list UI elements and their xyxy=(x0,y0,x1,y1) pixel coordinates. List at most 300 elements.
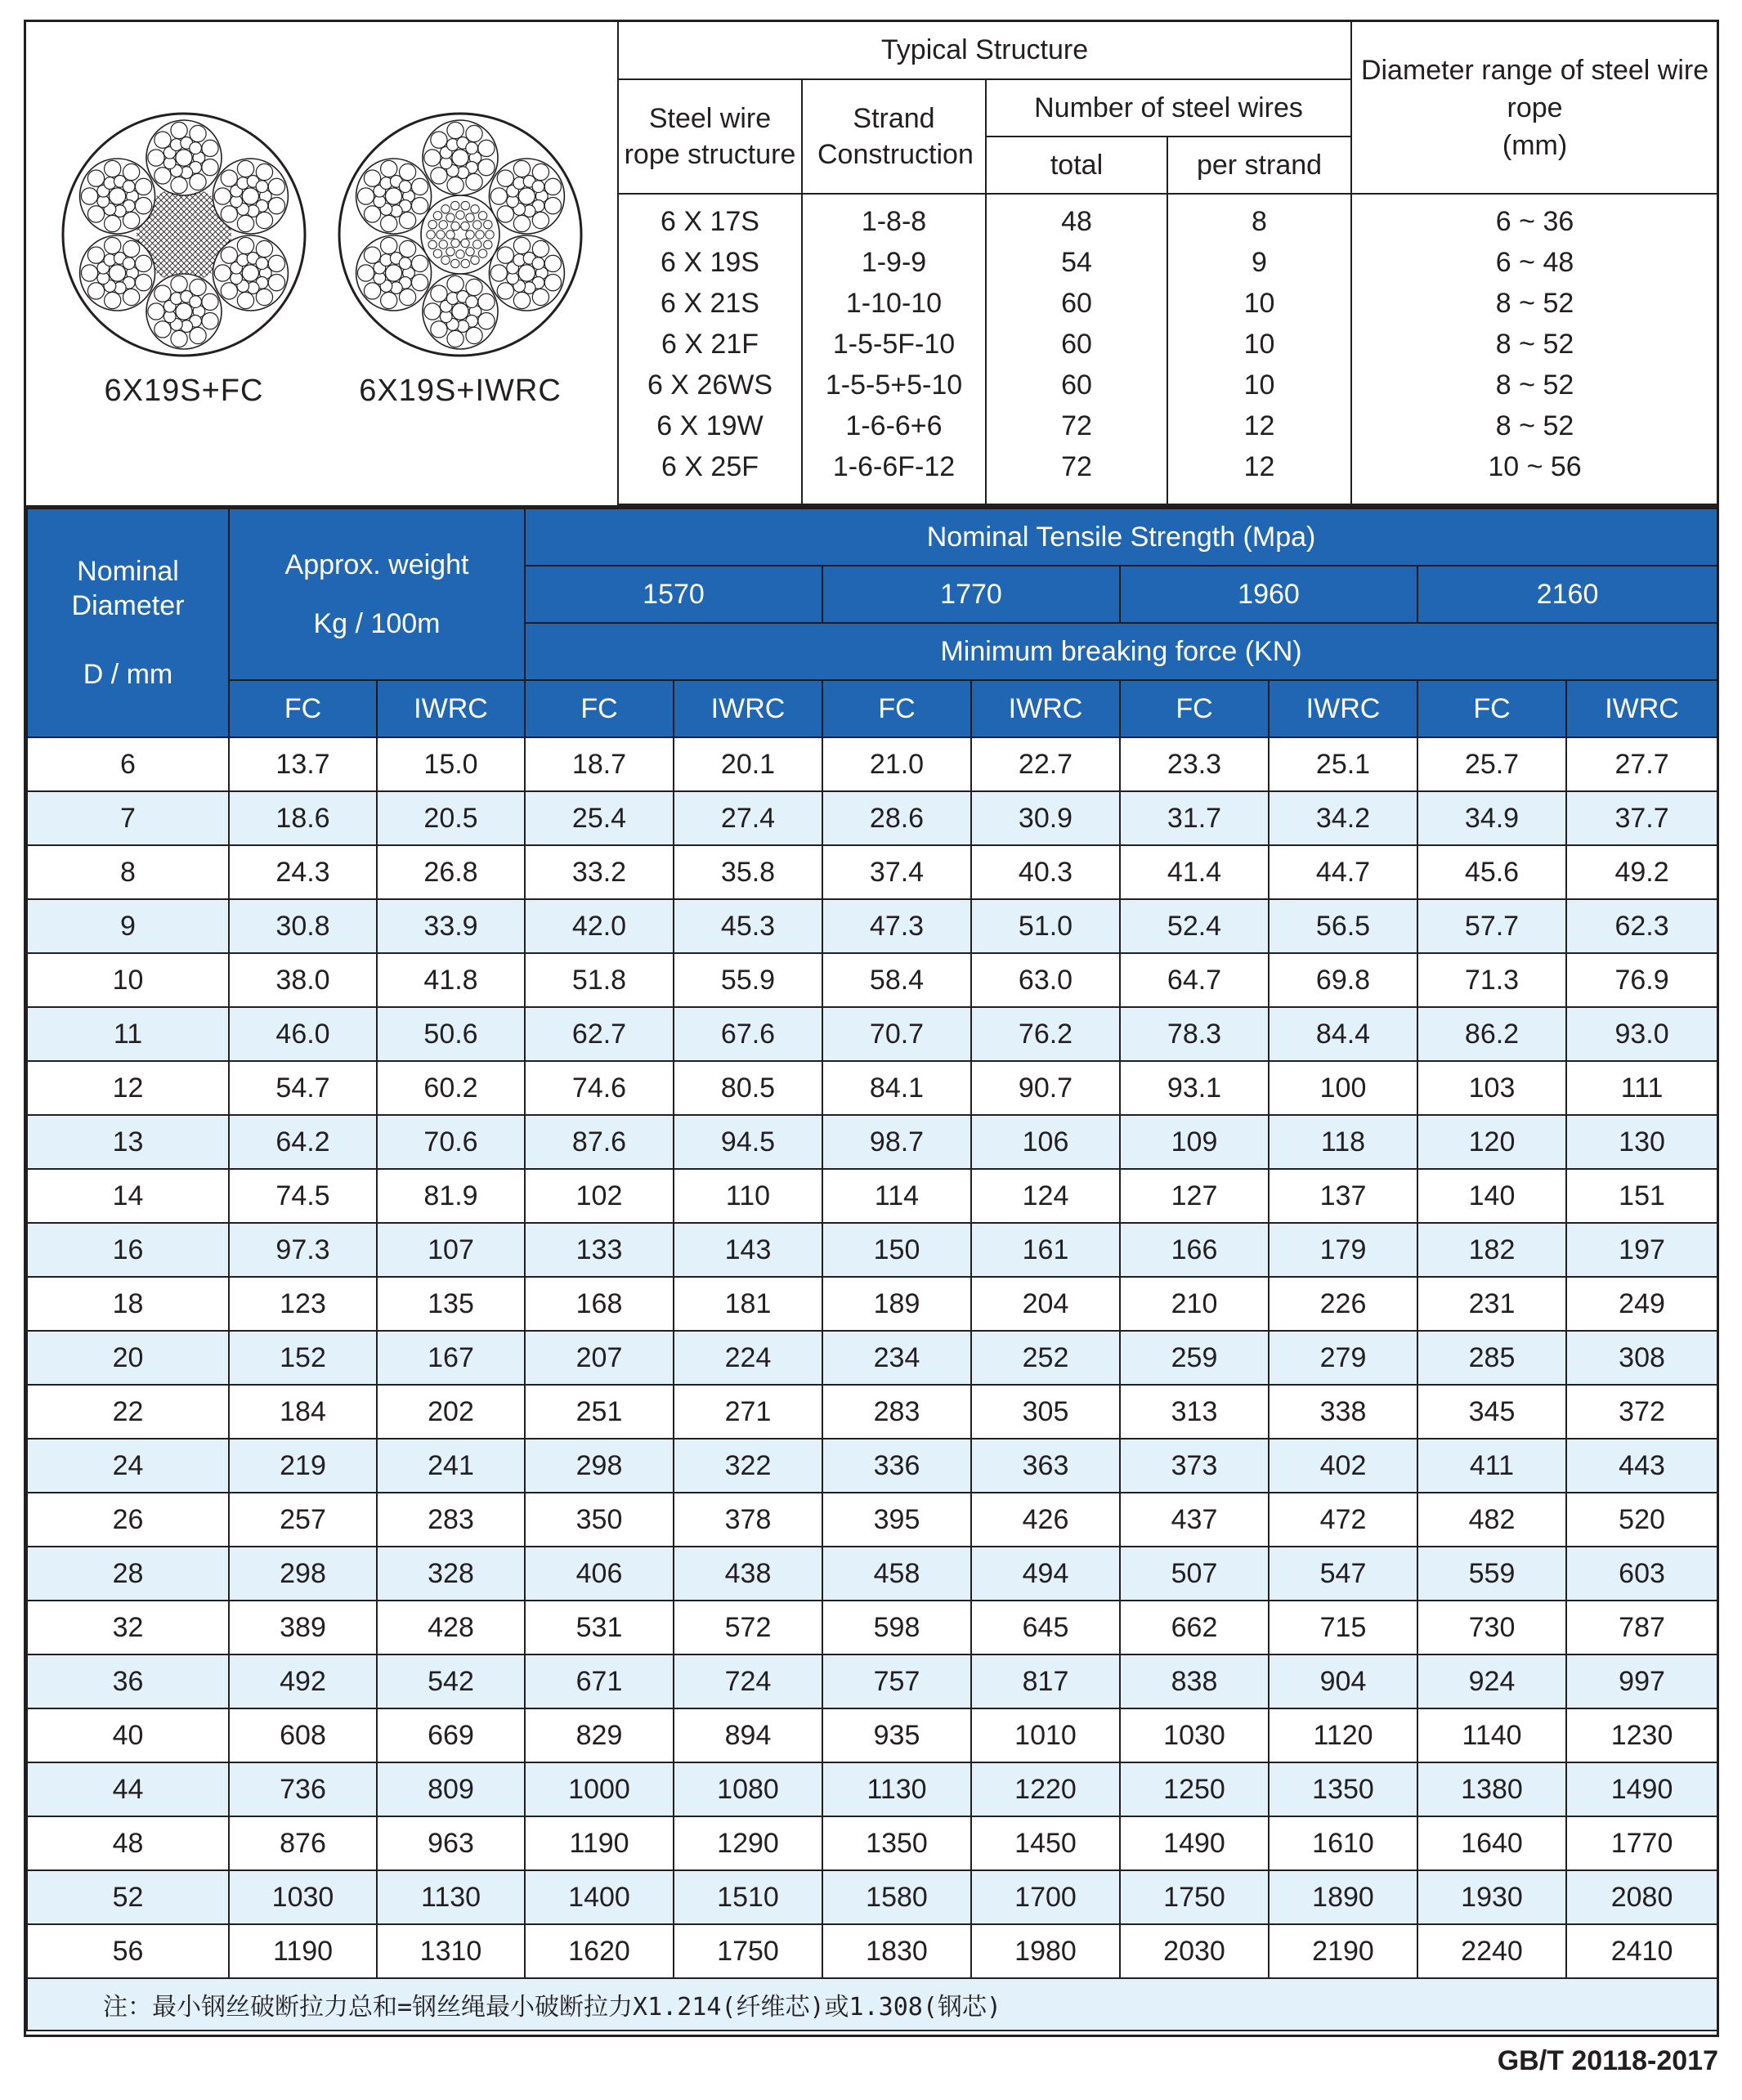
value-cell: 25.1 xyxy=(1269,737,1417,791)
value-cell: 102 xyxy=(525,1169,674,1223)
value-cell: 34.2 xyxy=(1269,791,1417,845)
value-cell: 103 xyxy=(1417,1061,1566,1115)
value-cell: 305 xyxy=(971,1385,1120,1439)
value-cell: 838 xyxy=(1120,1654,1269,1708)
range-value: 8 ~ 52 xyxy=(1495,288,1574,319)
value-cell: 69.8 xyxy=(1269,953,1417,1007)
value-cell: 70.6 xyxy=(377,1115,525,1169)
value-cell: 787 xyxy=(1566,1601,1717,1654)
grade-1570-heading: 1570 xyxy=(525,566,822,623)
value-cell: 168 xyxy=(525,1277,674,1331)
range-value: 8 ~ 52 xyxy=(1495,410,1574,441)
diameter-cell: 40 xyxy=(27,1708,229,1762)
value-cell: 210 xyxy=(1120,1277,1269,1331)
spec-sheet xyxy=(24,20,1719,2037)
value-cell: 27.4 xyxy=(674,791,822,845)
table-row xyxy=(27,1331,1717,1385)
value-cell: 181 xyxy=(674,1277,822,1331)
fc-heading: FC xyxy=(1417,680,1566,737)
strand-value: 1-9-9 xyxy=(861,247,927,278)
value-cell: 322 xyxy=(674,1439,822,1493)
fc-diagram-label: 6X19S+FC xyxy=(104,374,264,408)
value-cell: 2240 xyxy=(1417,1924,1566,1978)
value-cell: 298 xyxy=(525,1439,674,1493)
fc-heading: FC xyxy=(525,680,674,737)
value-cell: 724 xyxy=(674,1654,822,1708)
value-cell: 1450 xyxy=(971,1816,1120,1870)
table-row xyxy=(27,1601,1717,1654)
value-cell: 41.4 xyxy=(1120,845,1269,899)
value-cell: 67.6 xyxy=(674,1007,822,1061)
value-cell: 151 xyxy=(1566,1169,1717,1223)
value-cell: 226 xyxy=(1269,1277,1417,1331)
per-strand-value: 12 xyxy=(1243,410,1275,441)
value-cell: 51.8 xyxy=(525,953,674,1007)
value-cell: 2030 xyxy=(1120,1924,1269,1978)
value-cell: 231 xyxy=(1417,1277,1566,1331)
value-cell: 2080 xyxy=(1566,1870,1717,1924)
value-cell: 62.7 xyxy=(525,1007,674,1061)
value-cell: 90.7 xyxy=(971,1061,1120,1115)
value-cell: 47.3 xyxy=(822,899,971,953)
value-cell: 109 xyxy=(1120,1115,1269,1169)
value-cell: 350 xyxy=(525,1493,674,1547)
value-cell: 25.4 xyxy=(525,791,674,845)
structure-value: 6 X 19S xyxy=(661,247,759,278)
value-cell: 166 xyxy=(1120,1223,1269,1277)
strand-value: 1-6-6+6 xyxy=(845,410,943,441)
value-cell: 140 xyxy=(1417,1169,1566,1223)
value-cell: 20.1 xyxy=(674,737,822,791)
diameter-cell: 11 xyxy=(27,1007,229,1061)
value-cell: 363 xyxy=(971,1439,1120,1493)
total-value: 48 xyxy=(1061,206,1092,237)
value-cell: 184 xyxy=(229,1385,377,1439)
value-cell: 93.0 xyxy=(1566,1007,1717,1061)
diameter-cell: 13 xyxy=(27,1115,229,1169)
diameter-cell: 8 xyxy=(27,845,229,899)
standard-code: GB/T 20118-2017 xyxy=(1497,2045,1718,2076)
value-cell: 224 xyxy=(674,1331,822,1385)
value-cell: 328 xyxy=(377,1547,525,1601)
value-cell: 1080 xyxy=(674,1762,822,1816)
table-row xyxy=(27,1816,1717,1870)
wire-count-heading: Number of steel wires xyxy=(986,79,1351,137)
table-row xyxy=(27,1924,1717,1978)
total-values-col xyxy=(986,194,1167,504)
value-cell: 64.7 xyxy=(1120,953,1269,1007)
value-cell: 135 xyxy=(377,1277,525,1331)
value-cell: 809 xyxy=(377,1762,525,1816)
range-values-col xyxy=(1351,194,1717,504)
per-strand-value: 8 xyxy=(1252,206,1267,237)
value-cell: 1000 xyxy=(525,1762,674,1816)
value-cell: 31.7 xyxy=(1120,791,1269,845)
value-cell: 207 xyxy=(525,1331,674,1385)
value-cell: 27.7 xyxy=(1566,737,1717,791)
value-cell: 97.3 xyxy=(229,1223,377,1277)
range-value: 6 ~ 36 xyxy=(1495,206,1574,237)
value-cell: 107 xyxy=(377,1223,525,1277)
value-cell: 100 xyxy=(1269,1061,1417,1115)
value-cell: 127 xyxy=(1120,1169,1269,1223)
value-cell: 313 xyxy=(1120,1385,1269,1439)
value-cell: 1750 xyxy=(1120,1870,1269,1924)
value-cell: 21.0 xyxy=(822,737,971,791)
typical-structure-table xyxy=(617,22,1717,505)
value-cell: 167 xyxy=(377,1331,525,1385)
value-cell: 645 xyxy=(971,1601,1120,1654)
value-cell: 18.6 xyxy=(229,791,377,845)
value-cell: 1350 xyxy=(822,1816,971,1870)
diameter-range-heading: Diameter range of steel wire rope (mm) xyxy=(1351,22,1717,194)
value-cell: 669 xyxy=(377,1708,525,1762)
value-cell: 18.7 xyxy=(525,737,674,791)
value-cell: 963 xyxy=(377,1816,525,1870)
typical-structure-heading: Typical Structure xyxy=(618,22,1351,79)
strand-value: 1-5-5+5-10 xyxy=(825,369,963,401)
value-cell: 150 xyxy=(822,1223,971,1277)
value-cell: 736 xyxy=(229,1762,377,1816)
value-cell: 234 xyxy=(822,1331,971,1385)
value-cell: 1290 xyxy=(674,1816,822,1870)
value-cell: 378 xyxy=(674,1493,822,1547)
table-row xyxy=(27,1708,1717,1762)
diameter-cell: 32 xyxy=(27,1601,229,1654)
value-cell: 37.7 xyxy=(1566,791,1717,845)
table-row xyxy=(27,953,1717,1007)
table-row xyxy=(27,1762,1717,1816)
value-cell: 46.0 xyxy=(229,1007,377,1061)
table-row xyxy=(27,1061,1717,1115)
value-cell: 1140 xyxy=(1417,1708,1566,1762)
value-cell: 1930 xyxy=(1417,1870,1566,1924)
value-cell: 44.7 xyxy=(1269,845,1417,899)
value-cell: 730 xyxy=(1417,1601,1566,1654)
diameter-cell: 9 xyxy=(27,899,229,953)
value-cell: 20.5 xyxy=(377,791,525,845)
value-cell: 2190 xyxy=(1269,1924,1417,1978)
diameter-cell: 22 xyxy=(27,1385,229,1439)
value-cell: 49.2 xyxy=(1566,845,1717,899)
value-cell: 411 xyxy=(1417,1439,1566,1493)
value-cell: 1620 xyxy=(525,1924,674,1978)
iwrc-heading: IWRC xyxy=(377,680,525,737)
value-cell: 76.9 xyxy=(1566,953,1717,1007)
value-cell: 54.7 xyxy=(229,1061,377,1115)
value-cell: 78.3 xyxy=(1120,1007,1269,1061)
per-strand-value: 10 xyxy=(1243,369,1275,401)
value-cell: 829 xyxy=(525,1708,674,1762)
value-cell: 26.8 xyxy=(377,845,525,899)
value-cell: 118 xyxy=(1269,1115,1417,1169)
value-cell: 84.1 xyxy=(822,1061,971,1115)
value-cell: 1750 xyxy=(674,1924,822,1978)
value-cell: 283 xyxy=(377,1493,525,1547)
value-cell: 33.2 xyxy=(525,845,674,899)
value-cell: 1130 xyxy=(377,1870,525,1924)
nominal-diameter-heading: Nominal Diameter D / mm xyxy=(27,508,229,737)
range-value: 8 ~ 52 xyxy=(1495,369,1574,401)
value-cell: 1700 xyxy=(971,1870,1120,1924)
table-row xyxy=(27,1223,1717,1277)
grade-1770-heading: 1770 xyxy=(822,566,1120,623)
value-cell: 308 xyxy=(1566,1331,1717,1385)
value-cell: 997 xyxy=(1566,1654,1717,1708)
value-cell: 458 xyxy=(822,1547,971,1601)
total-value: 60 xyxy=(1061,329,1092,360)
value-cell: 252 xyxy=(971,1331,1120,1385)
value-cell: 1890 xyxy=(1269,1870,1417,1924)
value-cell: 283 xyxy=(822,1385,971,1439)
strand-value: 1-8-8 xyxy=(861,206,927,237)
value-cell: 33.9 xyxy=(377,899,525,953)
value-cell: 25.7 xyxy=(1417,737,1566,791)
value-cell: 45.3 xyxy=(674,899,822,953)
table-row xyxy=(27,1385,1717,1439)
value-cell: 124 xyxy=(971,1169,1120,1223)
total-heading: total xyxy=(986,137,1167,194)
grade-2160-heading: 2160 xyxy=(1417,566,1717,623)
value-cell: 402 xyxy=(1269,1439,1417,1493)
value-cell: 1380 xyxy=(1417,1762,1566,1816)
table-row xyxy=(27,791,1717,845)
value-cell: 542 xyxy=(377,1654,525,1708)
table-row xyxy=(27,737,1717,791)
value-cell: 34.9 xyxy=(1417,791,1566,845)
iwrc-heading: IWRC xyxy=(1566,680,1717,737)
structure-values-col xyxy=(618,194,802,504)
value-cell: 182 xyxy=(1417,1223,1566,1277)
value-cell: 1310 xyxy=(377,1924,525,1978)
grade-1960-heading: 1960 xyxy=(1120,566,1417,623)
strand-values-col xyxy=(802,194,986,504)
value-cell: 71.3 xyxy=(1417,953,1566,1007)
value-cell: 817 xyxy=(971,1654,1120,1708)
fc-heading: FC xyxy=(822,680,971,737)
value-cell: 56.5 xyxy=(1269,899,1417,953)
per-strand-value: 12 xyxy=(1243,451,1275,482)
value-cell: 63.0 xyxy=(971,953,1120,1007)
value-cell: 74.6 xyxy=(525,1061,674,1115)
diameter-cell: 48 xyxy=(27,1816,229,1870)
value-cell: 30.9 xyxy=(971,791,1120,845)
value-cell: 492 xyxy=(229,1654,377,1708)
iwrc-diagram-label: 6X19S+IWRC xyxy=(359,374,562,408)
value-cell: 1250 xyxy=(1120,1762,1269,1816)
value-cell: 1230 xyxy=(1566,1708,1717,1762)
diameter-cell: 36 xyxy=(27,1654,229,1708)
value-cell: 114 xyxy=(822,1169,971,1223)
value-cell: 1120 xyxy=(1269,1708,1417,1762)
value-cell: 598 xyxy=(822,1601,971,1654)
value-cell: 13.7 xyxy=(229,737,377,791)
value-cell: 345 xyxy=(1417,1385,1566,1439)
structure-values-row xyxy=(618,194,1717,504)
value-cell: 161 xyxy=(971,1223,1120,1277)
value-cell: 94.5 xyxy=(674,1115,822,1169)
fc-heading: FC xyxy=(229,680,377,737)
total-value: 72 xyxy=(1061,410,1092,441)
value-cell: 924 xyxy=(1417,1654,1566,1708)
total-value: 60 xyxy=(1061,288,1092,319)
per-strand-heading: per strand xyxy=(1167,137,1351,194)
value-cell: 1030 xyxy=(229,1870,377,1924)
value-cell: 1610 xyxy=(1269,1816,1417,1870)
value-cell: 389 xyxy=(229,1601,377,1654)
value-cell: 51.0 xyxy=(971,899,1120,953)
structure-value: 6 X 26WS xyxy=(647,369,773,401)
value-cell: 23.3 xyxy=(1120,737,1269,791)
strand-construction-heading: Strand Construction xyxy=(802,79,986,194)
value-cell: 152 xyxy=(229,1331,377,1385)
iwrc-heading: IWRC xyxy=(674,680,822,737)
value-cell: 40.3 xyxy=(971,845,1120,899)
value-cell: 52.4 xyxy=(1120,899,1269,953)
value-cell: 28.6 xyxy=(822,791,971,845)
value-cell: 1350 xyxy=(1269,1762,1417,1816)
value-cell: 130 xyxy=(1566,1115,1717,1169)
diameter-cell: 16 xyxy=(27,1223,229,1277)
value-cell: 603 xyxy=(1566,1547,1717,1601)
value-cell: 1770 xyxy=(1566,1816,1717,1870)
value-cell: 35.8 xyxy=(674,845,822,899)
structure-value: 6 X 21S xyxy=(661,288,759,319)
value-cell: 426 xyxy=(971,1493,1120,1547)
diameter-cell: 28 xyxy=(27,1547,229,1601)
per-strand-value: 9 xyxy=(1252,247,1267,278)
table-row xyxy=(27,845,1717,899)
structure-block xyxy=(26,22,1717,508)
value-cell: 271 xyxy=(674,1385,822,1439)
table-row xyxy=(27,1439,1717,1493)
diameter-cell: 26 xyxy=(27,1493,229,1547)
value-cell: 1400 xyxy=(525,1870,674,1924)
value-cell: 757 xyxy=(822,1654,971,1708)
value-cell: 60.2 xyxy=(377,1061,525,1115)
value-cell: 438 xyxy=(674,1547,822,1601)
value-cell: 74.5 xyxy=(229,1169,377,1223)
value-cell: 715 xyxy=(1269,1601,1417,1654)
value-cell: 204 xyxy=(971,1277,1120,1331)
value-cell: 37.4 xyxy=(822,845,971,899)
value-cell: 38.0 xyxy=(229,953,377,1007)
total-value: 60 xyxy=(1061,369,1092,401)
value-cell: 42.0 xyxy=(525,899,674,953)
tensile-strength-heading: Nominal Tensile Strength (Mpa) xyxy=(525,508,1717,566)
value-cell: 110 xyxy=(674,1169,822,1223)
value-cell: 1580 xyxy=(822,1870,971,1924)
value-cell: 58.4 xyxy=(822,953,971,1007)
value-cell: 285 xyxy=(1417,1331,1566,1385)
per-strand-value: 10 xyxy=(1243,329,1275,360)
value-cell: 197 xyxy=(1566,1223,1717,1277)
value-cell: 202 xyxy=(377,1385,525,1439)
value-cell: 935 xyxy=(822,1708,971,1762)
value-cell: 62.3 xyxy=(1566,899,1717,953)
value-cell: 257 xyxy=(229,1493,377,1547)
iwrc-rope-cross-section-icon xyxy=(334,108,587,361)
total-value: 72 xyxy=(1061,451,1092,482)
diameter-cell: 18 xyxy=(27,1277,229,1331)
fc-rope-cross-section-icon xyxy=(57,108,311,361)
value-cell: 894 xyxy=(674,1708,822,1762)
value-cell: 1640 xyxy=(1417,1816,1566,1870)
fc-heading: FC xyxy=(1120,680,1269,737)
value-cell: 22.7 xyxy=(971,737,1120,791)
value-cell: 189 xyxy=(822,1277,971,1331)
cross-section-diagrams xyxy=(26,22,619,505)
range-value: 6 ~ 48 xyxy=(1495,247,1574,278)
value-cell: 50.6 xyxy=(377,1007,525,1061)
value-cell: 395 xyxy=(822,1493,971,1547)
diameter-cell: 52 xyxy=(27,1870,229,1924)
value-cell: 64.2 xyxy=(229,1115,377,1169)
value-cell: 87.6 xyxy=(525,1115,674,1169)
diameter-cell: 56 xyxy=(27,1924,229,1978)
value-cell: 70.7 xyxy=(822,1007,971,1061)
value-cell: 507 xyxy=(1120,1547,1269,1601)
value-cell: 1510 xyxy=(674,1870,822,1924)
value-cell: 1490 xyxy=(1120,1816,1269,1870)
diameter-cell: 7 xyxy=(27,791,229,845)
structure-value: 6 X 19W xyxy=(656,410,764,441)
value-cell: 494 xyxy=(971,1547,1120,1601)
core-type-heading-row xyxy=(27,680,1717,737)
rope-structure-heading: Steel wire rope structure xyxy=(618,79,802,194)
value-cell: 1030 xyxy=(1120,1708,1269,1762)
value-cell: 372 xyxy=(1566,1385,1717,1439)
value-cell: 406 xyxy=(525,1547,674,1601)
value-cell: 24.3 xyxy=(229,845,377,899)
structure-value: 6 X 25F xyxy=(661,451,759,482)
value-cell: 219 xyxy=(229,1439,377,1493)
strand-value: 1-10-10 xyxy=(845,288,943,319)
table-row xyxy=(27,1115,1717,1169)
table-row xyxy=(27,1870,1717,1924)
strand-value: 1-5-5F-10 xyxy=(832,329,956,360)
value-cell: 572 xyxy=(674,1601,822,1654)
value-cell: 241 xyxy=(377,1439,525,1493)
value-cell: 111 xyxy=(1566,1061,1717,1115)
total-value: 54 xyxy=(1061,247,1092,278)
value-cell: 2410 xyxy=(1566,1924,1717,1978)
value-cell: 259 xyxy=(1120,1331,1269,1385)
diameter-cell: 6 xyxy=(27,737,229,791)
diameter-cell: 14 xyxy=(27,1169,229,1223)
value-cell: 84.4 xyxy=(1269,1007,1417,1061)
diameter-cell: 44 xyxy=(27,1762,229,1816)
value-cell: 1830 xyxy=(822,1924,971,1978)
table-row xyxy=(27,1493,1717,1547)
iwrc-rope-diagram xyxy=(334,108,587,361)
value-cell: 547 xyxy=(1269,1547,1417,1601)
value-cell: 1010 xyxy=(971,1708,1120,1762)
value-cell: 76.2 xyxy=(971,1007,1120,1061)
table-row xyxy=(27,1547,1717,1601)
value-cell: 482 xyxy=(1417,1493,1566,1547)
structure-value: 6 X 21F xyxy=(661,329,759,360)
value-cell: 671 xyxy=(525,1654,674,1708)
table-row xyxy=(27,1277,1717,1331)
value-cell: 1980 xyxy=(971,1924,1120,1978)
table-row xyxy=(27,1654,1717,1708)
value-cell: 93.1 xyxy=(1120,1061,1269,1115)
table-row xyxy=(27,1169,1717,1223)
value-cell: 336 xyxy=(822,1439,971,1493)
value-cell: 279 xyxy=(1269,1331,1417,1385)
value-cell: 123 xyxy=(229,1277,377,1331)
